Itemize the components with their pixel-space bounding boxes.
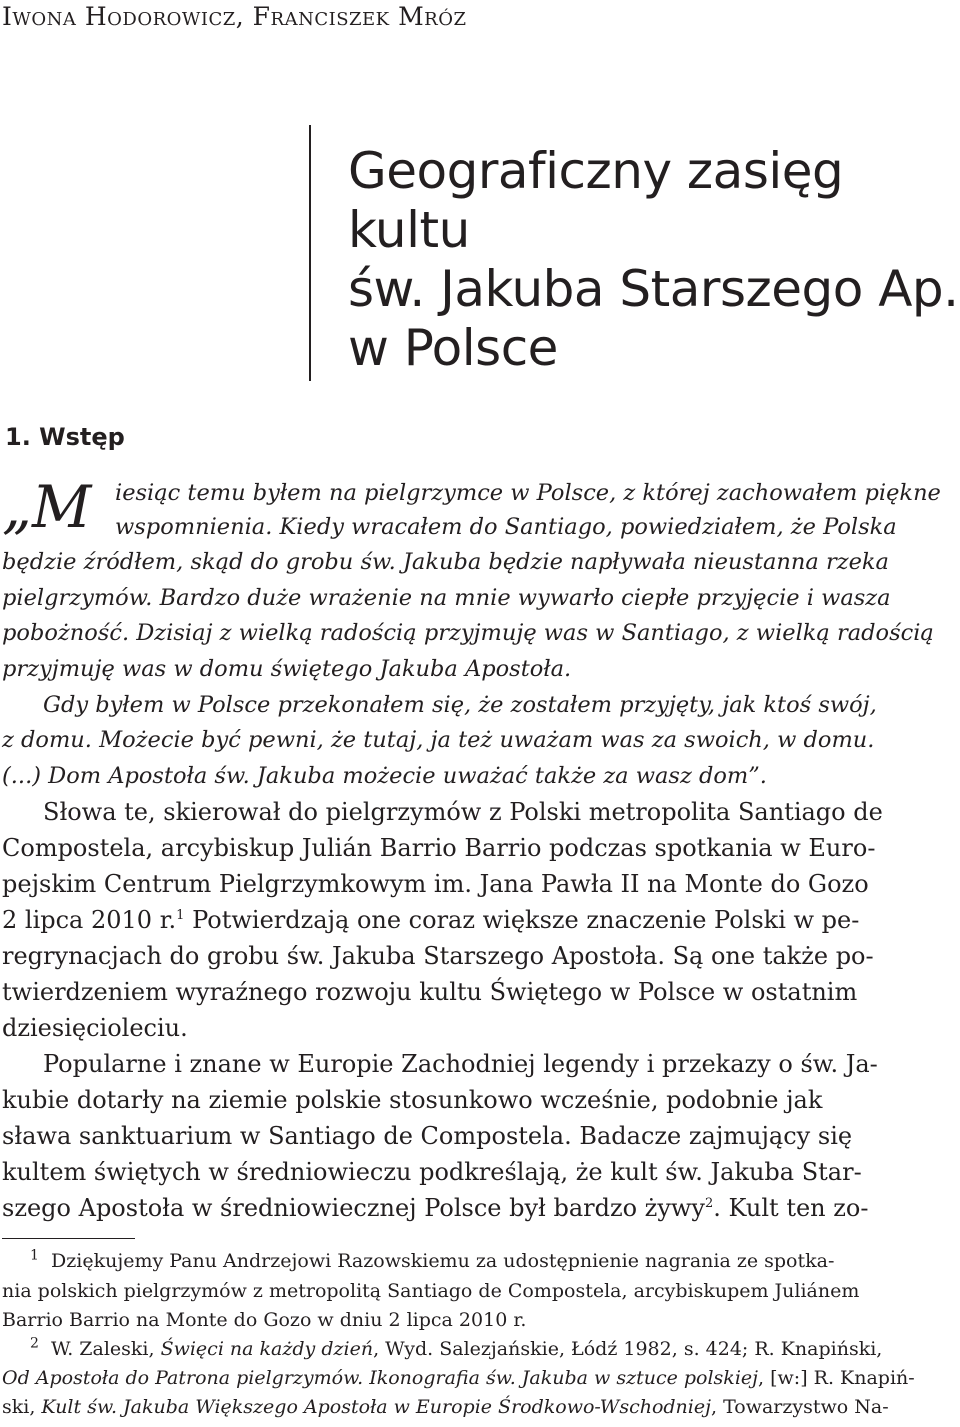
title-vertical-rule <box>309 125 311 381</box>
quote-line-4: pielgrzymów. Bardzo duże wrażenie na mnie wywarło ciepłe przyjęcie i wasza <box>2 585 891 611</box>
body-line: twierdzeniem wyraźnego rozwoju kultu Świętego w Polsce w ostatnim <box>2 978 858 1006</box>
quote-line-5: pobożność. Dzisiaj z wielką radością przyjmuję was w Santiago, z wielką radością <box>2 620 934 646</box>
footnote-text: ski, <box>2 1396 42 1418</box>
quote-line-1: iesiąc temu byłem na pielgrzymce w Polsce, z której zachowałem piękne <box>115 480 941 506</box>
quote-line-9: (...) Dom Apostoła św. Jakuba możecie uważać także za wasz dom”. <box>2 763 767 789</box>
footnote-text: , [w:] R. Knapiń- <box>758 1367 915 1389</box>
footnote-text: W. Zaleski, <box>51 1338 161 1360</box>
body-line: kultem świętych w średniowieczu podkreślają, że kult św. Jakuba Star- <box>2 1158 862 1186</box>
body-line: Popularne i znane w Europie Zachodniej legendy i przekazy o św. Ja- <box>43 1050 878 1078</box>
article-title-line-4: w Polsce <box>348 319 558 377</box>
article-title-line-2: kultu <box>348 201 470 259</box>
footnote-1-line-1 <box>30 1247 835 1272</box>
quote-line-6: przyjmuję was w domu świętego Jakuba Apostoła. <box>2 656 572 682</box>
footnote-book-title: Od Apostoła do Patrona pielgrzymów. Ikonografia św. Jakuba w sztuce polskiej <box>2 1367 759 1389</box>
article-title-line-1: Geograficzny zasięg <box>348 142 844 200</box>
footnote-book-title: Kult św. Jakuba Większego Apostoła w Europie Środkowo-Wschodniej <box>41 1396 711 1418</box>
footnote-2-line-2 <box>2 1367 915 1389</box>
body-line: regrynacjach do grobu św. Jakuba Starszego Apostoła. Są one także po- <box>2 942 874 970</box>
body-text: szego Apostoła w średniowiecznej Polsce był bardzo żywy <box>2 1194 705 1222</box>
footnote-ref-1: 1 <box>176 908 185 923</box>
footnote-1-line-3: Barrio Barrio na Monte do Gozo w dniu 2 lipca 2010 r. <box>2 1309 527 1331</box>
section-heading: 1. Wstęp <box>5 423 125 451</box>
footnote-text: , Towarzystwo Na- <box>711 1396 889 1418</box>
body-line <box>2 906 859 934</box>
footnote-1-number: 1 <box>30 1247 39 1264</box>
quote-line-2: wspomnienia. Kiedy wracałem do Santiago, powiedziałem, że Polska <box>115 514 897 540</box>
footnote-text: Dziękujemy Panu Andrzejowi Razowskiemu za udostępnienie nagrania ze spotka- <box>51 1250 835 1272</box>
quote-line-7: Gdy byłem w Polsce przekonałem się, że zostałem przyjęty, jak ktoś swój, <box>43 692 877 718</box>
body-text: 2 lipca 2010 r. <box>2 906 177 934</box>
body-line: pejskim Centrum Pielgrzymkowym im. Jana Pawła II na Monte do Gozo <box>2 870 869 898</box>
article-title-line-3: św. Jakuba Starszego Ap. <box>348 260 959 318</box>
body-line: dziesięcioleciu. <box>2 1014 188 1042</box>
body-line: Słowa te, skierował do pielgrzymów z Polski metropolita Santiago de <box>43 798 883 826</box>
body-line: sława sanktuarium w Santiago de Compostela. Badacze zajmujący się <box>2 1122 853 1150</box>
footnote-2-line-1 <box>30 1335 883 1360</box>
body-text: Potwierdzają one coraz większe znaczenie Polski w pe- <box>184 906 860 934</box>
footnote-separator <box>2 1238 135 1239</box>
quote-line-3: będzie źródłem, skąd do grobu św. Jakuba będzie napływała nieustanna rzeka <box>2 549 889 575</box>
body-line <box>2 1194 868 1222</box>
quote-line-8: z domu. Możecie być pewni, że tutaj, ja też uważam was za swoich, w domu. <box>2 727 875 753</box>
footnote-text: , Wyd. Salezjańskie, Łódź 1982, s. 424; R. Knapiński, <box>373 1338 883 1360</box>
body-line: Compostela, arcybiskup Julián Barrio Barrio podczas spotkania w Euro- <box>2 834 876 862</box>
body-line: kubie dotarły na ziemie polskie stosunkowo wcześnie, podobnie jak <box>2 1086 823 1114</box>
footnote-1-line-2: nia polskich pielgrzymów z metropolitą Santiago de Compostela, arcybiskupem Juliánem <box>2 1280 860 1302</box>
footnote-book-title: Święci na każdy dzień <box>160 1338 374 1360</box>
body-text: . Kult ten zo- <box>713 1194 869 1222</box>
running-header-authors: Iwona Hodorowicz, Franciszek Mróz <box>2 2 467 31</box>
footnote-2-line-3 <box>2 1396 889 1418</box>
footnote-ref-2: 2 <box>704 1196 714 1211</box>
footnote-2-number: 2 <box>30 1335 39 1352</box>
quote-drop-cap: „M <box>2 473 92 541</box>
